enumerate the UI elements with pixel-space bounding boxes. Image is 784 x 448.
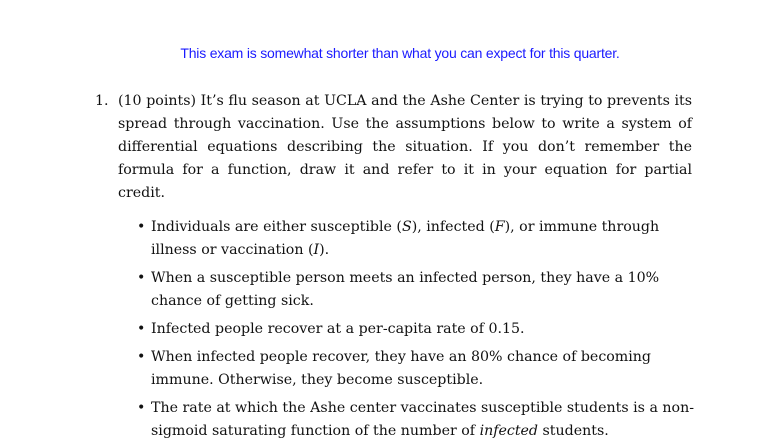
problem-statement: (10 points) It’s flu season at UCLA and the Ashe Center is trying to prevents its spread through vaccination. Use the assumptions below to write a system of differential equations describing the situation. If you don’t remember the formula for a function, draw it and refer to it in your equation for partial credit.: [118, 93, 692, 201]
bullet-icon: •: [137, 219, 146, 235]
bullet-icon: •: [137, 270, 146, 286]
assumption-item: [95, 216, 697, 262]
bullet-icon: •: [137, 321, 146, 337]
exam-note: This exam is somewhat shorter than what you can expect for this quarter.: [180, 45, 620, 61]
assumption-text: The rate at which the Ashe center vaccinates susceptible students is a non-sigmoid saturating function of the number of infected students.: [151, 400, 695, 439]
problem-1: [95, 90, 695, 448]
assumption-text: When infected people recover, they have an 80% chance of becoming immune. Otherwise, they become susceptible.: [151, 349, 652, 388]
assumption-item: [95, 346, 697, 392]
problem-number: 1.: [95, 93, 109, 109]
problem-header: [95, 90, 695, 205]
assumption-list: [95, 216, 695, 443]
bullet-icon: •: [137, 349, 146, 365]
assumption-text: Individuals are either susceptible (S), infected (F), or immune through illness or vaccination (I).: [151, 219, 660, 258]
assumption-text: When a susceptible person meets an infected person, they have a 10% chance of getting sick.: [151, 270, 660, 309]
bullet-icon: •: [137, 400, 146, 416]
assumption-text: Infected people recover at a per-capita rate of 0.15.: [151, 321, 525, 337]
assumption-item: [95, 397, 697, 443]
assumption-item: [95, 267, 697, 313]
assumption-item: [95, 318, 697, 341]
